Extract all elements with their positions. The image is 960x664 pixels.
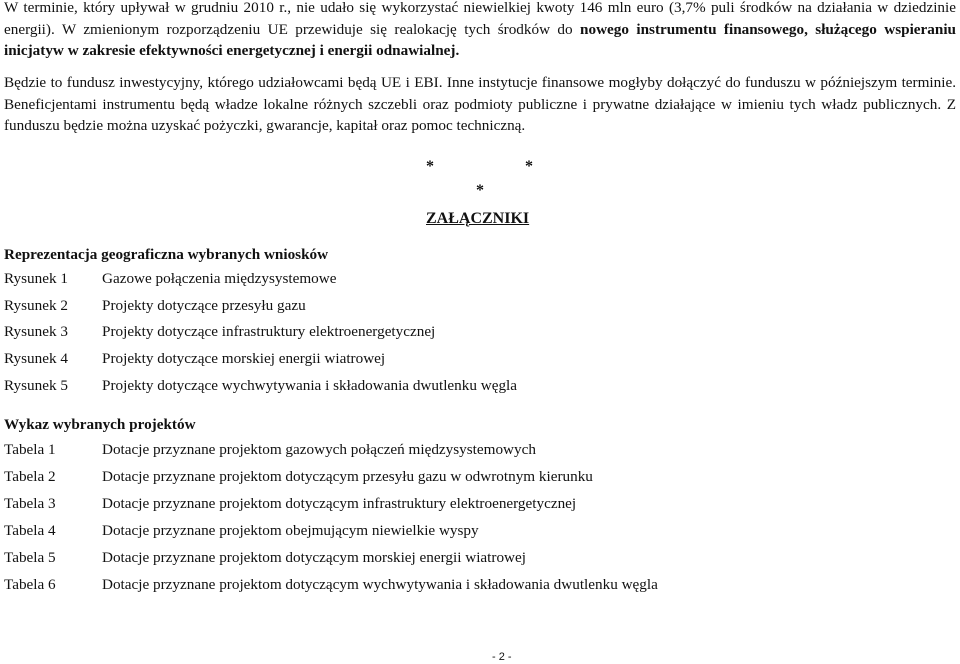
table-row: Tabela 4 Dotacje przyznane projektom obejmującym niewielkie wyspy	[4, 522, 479, 539]
table-row: Tabela 5 Dotacje przyznane projektom dotyczącym morskiej energii wiatrowej	[4, 549, 526, 566]
fund-text: Będzie to fundusz inwestycyjny, którego udziałowcami będą UE i EBI. Inne instytucje finansowe mogłyby dołączyć do funduszu w późniejszym terminie. Beneficjentami instrumentu będą władze lokalne różnych szczebli oraz podmioty publiczne i prywatne działające w imieniu tych władz publicznych. Z funduszu będzie można uzyskać pożyczki, gwarancje, kapitał oraz pomoc techniczną.	[4, 74, 956, 134]
figure-row: Rysunek 2 Projekty dotyczące przesyłu gazu	[4, 297, 306, 314]
tables-heading: Wykaz wybranych projektów	[4, 416, 196, 433]
page-number: - 2 -	[492, 651, 512, 663]
figure-row: Rysunek 1 Gazowe połączenia międzysystemowe	[4, 270, 337, 287]
annexes-heading: ZAŁĄCZNIKI	[426, 210, 530, 227]
intro-text-1: W terminie, który upływał w grudniu 2010 r., nie udało się wykorzystać niewielkiej kwoty 146 mln euro (3,7% puli środków na działania w dziedzinie energii). W zmienionym rozporządzeniu UE przewiduje się realokację tych środków do	[4, 0, 956, 38]
intro-bold: nowego instrumentu finansowego, służącego wspieraniu inicjatyw w zakresie efektywności energetycznej i energii odnawialnej.	[4, 20, 956, 59]
figure-row: Rysunek 4 Projekty dotyczące morskiej energii wiatrowej	[4, 350, 386, 367]
table-row: Tabela 3 Dotacje przyznane projektom dotyczącym infrastruktury elektroenergetycznej	[4, 495, 577, 512]
figure-row: Rysunek 3 Projekty dotyczące infrastruktury elektroenergetycznej	[4, 323, 436, 340]
table-row: Tabela 6 Dotacje przyznane projektom dotyczącym wychwytywania i składowania dwutlenku węgla	[4, 576, 658, 593]
separator-star-2: *	[525, 158, 533, 175]
figures-heading: Reprezentacja geograficzna wybranych wniosków	[4, 246, 329, 263]
separator-star-3: *	[476, 182, 484, 199]
table-row: Tabela 1 Dotacje przyznane projektom gazowych połączeń międzysystemowych	[4, 441, 536, 458]
paragraph-intro	[4, 0, 956, 62]
table-row: Tabela 2 Dotacje przyznane projektom dotyczącym przesyłu gazu w odwrotnym kierunku	[4, 468, 593, 485]
figure-row: Rysunek 5 Projekty dotyczące wychwytywania i składowania dwutlenku węgla	[4, 377, 518, 394]
paragraph-fund	[4, 72, 956, 137]
separator-star-1: *	[426, 158, 434, 175]
